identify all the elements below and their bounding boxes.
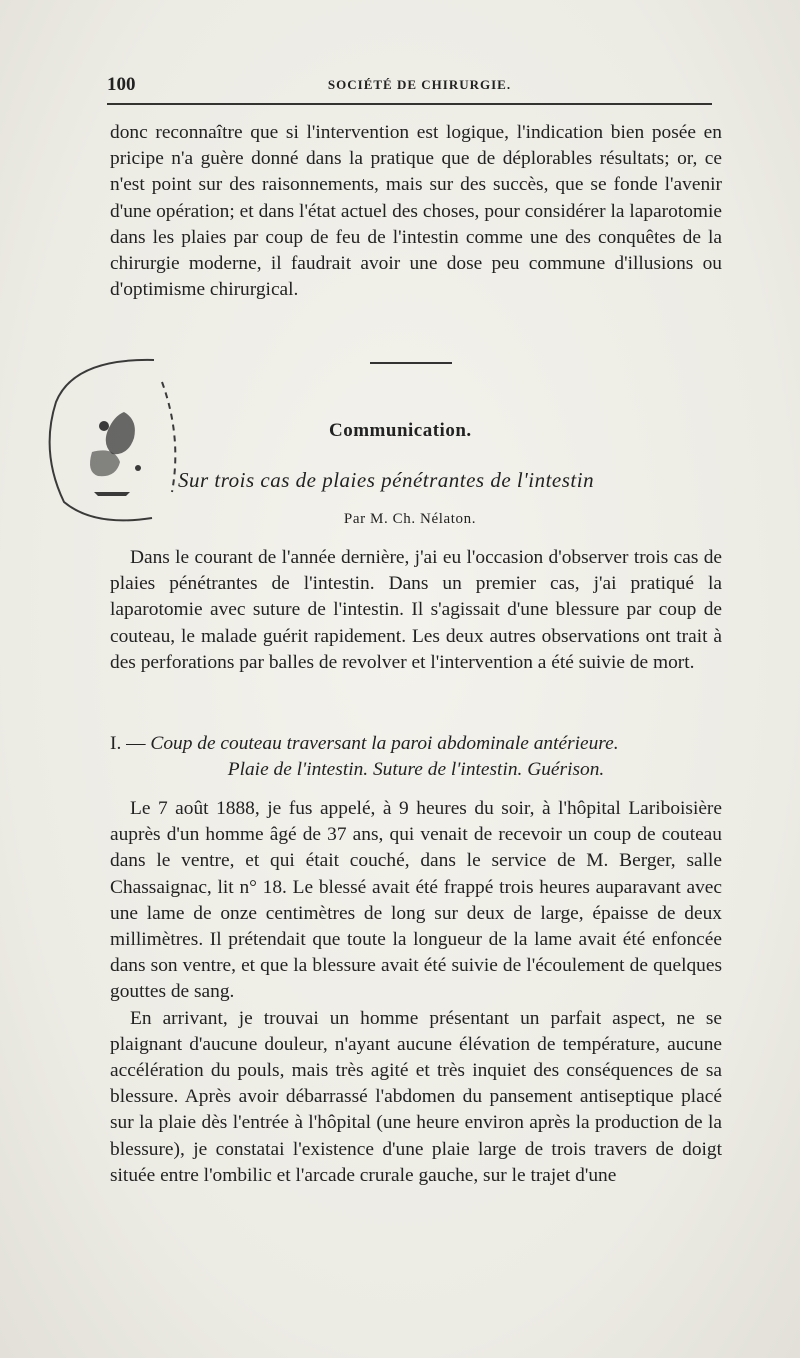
- intro-paragraph: [110, 545, 722, 676]
- section-divider: [370, 362, 452, 364]
- header-rule: [107, 103, 712, 105]
- case-number: I. —: [110, 733, 146, 754]
- case-body: [110, 796, 722, 1189]
- case-paragraph-1: Le 7 août 1888, je fus appelé, à 9 heures du soir, à l'hôpital Lariboisière auprès d'un homme âgé de 37 ans, qui venait de recevoir un coup de couteau dans le ventre, et qui était couché, dans le service de M. Berger, salle Chassaignac, lit n° 18. Le blessé avait été frappé trois heures auparavant avec une lame de onze centimètres de long sur deux de large, épaisse de deux millimètres. Il prétendait que toute la longueur de la lame avait été enfoncée dans son ventre, et que la blessure avait été suivie de l'écoulement de quelques gouttes de sang.: [110, 798, 722, 1003]
- article-title: Sur trois cas de plaies pénétrantes de l'intestin: [178, 468, 595, 492]
- running-head: SOCIÉTÉ DE CHIRURGIE.: [327, 77, 512, 92]
- page-header: [107, 74, 712, 98]
- section-title: Communication.: [329, 420, 472, 441]
- page-number: 100: [107, 74, 136, 95]
- continued-paragraph: [110, 120, 722, 303]
- case-heading: [110, 731, 722, 783]
- case-paragraph-2: En arrivant, je trouvai un homme présentant un parfait aspect, ne se plaignant d'aucune douleur, n'ayant aucune élévation de température, aucune accélération du pouls, mais très agité et très inquiet des conséquences de sa blessure. Après avoir débarrassé l'abdomen du pansement antiseptique placé sur la plaie dès l'entrée à l'hôpital (une heure environ après la production de la blessure), je constatai l'existence d'une plaie large de trois travers de doigt située entre l'ombilic et l'arcade crurale gauche, sur le trajet d'une: [110, 1007, 722, 1186]
- library-stamp: [34, 352, 184, 530]
- case-heading-line-2: Plaie de l'intestin. Suture de l'intestin. Guérison.: [227, 759, 605, 780]
- paragraph-text: donc reconnaître que si l'intervention est logique, l'indication bien posée en pricipe n'a guère donné dans la pratique que de déplorables résultats; or, ce n'est point sur des raisonnements, mais sur des succès, que se fonde l'avenir d'une opération; et dans l'état actuel des choses, pour considérer la laparotomie dans les plaies par coup de feu de l'intestin comme une des conquêtes de la chirurgie moderne, il faudrait avoir une dose peu commune d'illusions ou d'optimisme chirurgical.: [110, 122, 722, 301]
- paragraph-text: Dans le courant de l'année dernière, j'ai eu l'occasion d'observer trois cas de plaies pénétrantes de l'intestin. Dans un premier cas, j'ai pratiqué la laparotomie avec suture de l'intestin. Il s'agissait d'une blessure par coup de couteau, le malade guérit rapidement. Les deux autres observations ont trait à des perforations par balles de revolver et l'intervention a été suivie de mort.: [110, 547, 722, 673]
- case-heading-line-1: Coup de couteau traversant la paroi abdominale antérieure.: [150, 733, 619, 754]
- author-byline: Par M. Ch. Nélaton.: [343, 511, 477, 527]
